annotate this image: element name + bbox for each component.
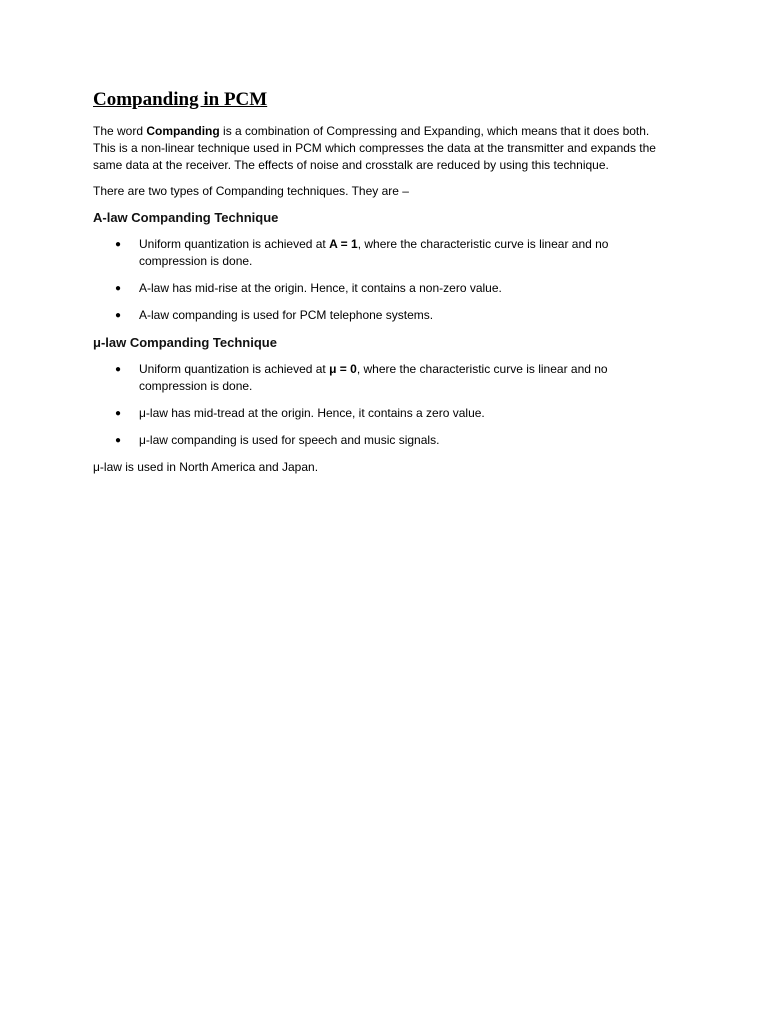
- list-item-text-rest: , where the characteristic curve is linear and no compression is done.: [139, 237, 609, 268]
- mu-law-list: [93, 361, 673, 449]
- intro-keyword: Companding: [146, 124, 220, 138]
- document-body: [93, 88, 673, 485]
- bullet-icon: ●: [115, 239, 122, 250]
- list-item: [93, 280, 673, 297]
- page-title: Companding in PCM: [93, 89, 268, 110]
- section-heading-a-law: A-law Companding Technique: [93, 210, 279, 225]
- closing-paragraph: μ-law is used in North America and Japan.: [93, 460, 319, 474]
- list-item-text-rest: , where the characteristic curve is linear and no compression is done.: [139, 362, 608, 393]
- bullet-icon: ●: [115, 408, 122, 419]
- list-item: [93, 405, 673, 422]
- list-item: [93, 361, 673, 395]
- list-item: [93, 432, 673, 449]
- list-item: [93, 236, 673, 270]
- list-item-emphasis: μ = 0: [329, 362, 357, 376]
- bullet-icon: ●: [115, 364, 122, 375]
- list-item: [93, 307, 673, 324]
- section-heading-mu-law: μ-law Companding Technique: [93, 335, 277, 350]
- bullet-icon: ●: [115, 283, 122, 294]
- types-paragraph: There are two types of Companding techniques. They are –: [93, 184, 409, 198]
- intro-paragraph: [93, 123, 673, 174]
- a-law-list: [93, 236, 673, 324]
- list-item-text-start: Uniform quantization is achieved at: [139, 237, 330, 251]
- list-item-text: A-law has mid-rise at the origin. Hence, it contains a non-zero value.: [139, 281, 502, 295]
- bullet-icon: ●: [115, 310, 122, 321]
- list-item-text: μ-law companding is used for speech and music signals.: [139, 433, 440, 447]
- list-item-text-start: Uniform quantization is achieved at: [139, 362, 330, 376]
- intro-text-rest: is a combination of Compressing and Expanding, which means that it does both. This is a non-linear technique used in PCM which compresses the data at the transmitter and expands the same data at the receiver. The effects of noise and crosstalk are reduced by using this technique.: [93, 124, 656, 172]
- bullet-icon: ●: [115, 435, 122, 446]
- list-item-text: μ-law has mid-tread at the origin. Hence, it contains a zero value.: [139, 406, 485, 420]
- intro-text-start: The word: [93, 124, 147, 138]
- list-item-text: A-law companding is used for PCM telephone systems.: [139, 308, 434, 322]
- list-item-emphasis: A = 1: [329, 237, 358, 251]
